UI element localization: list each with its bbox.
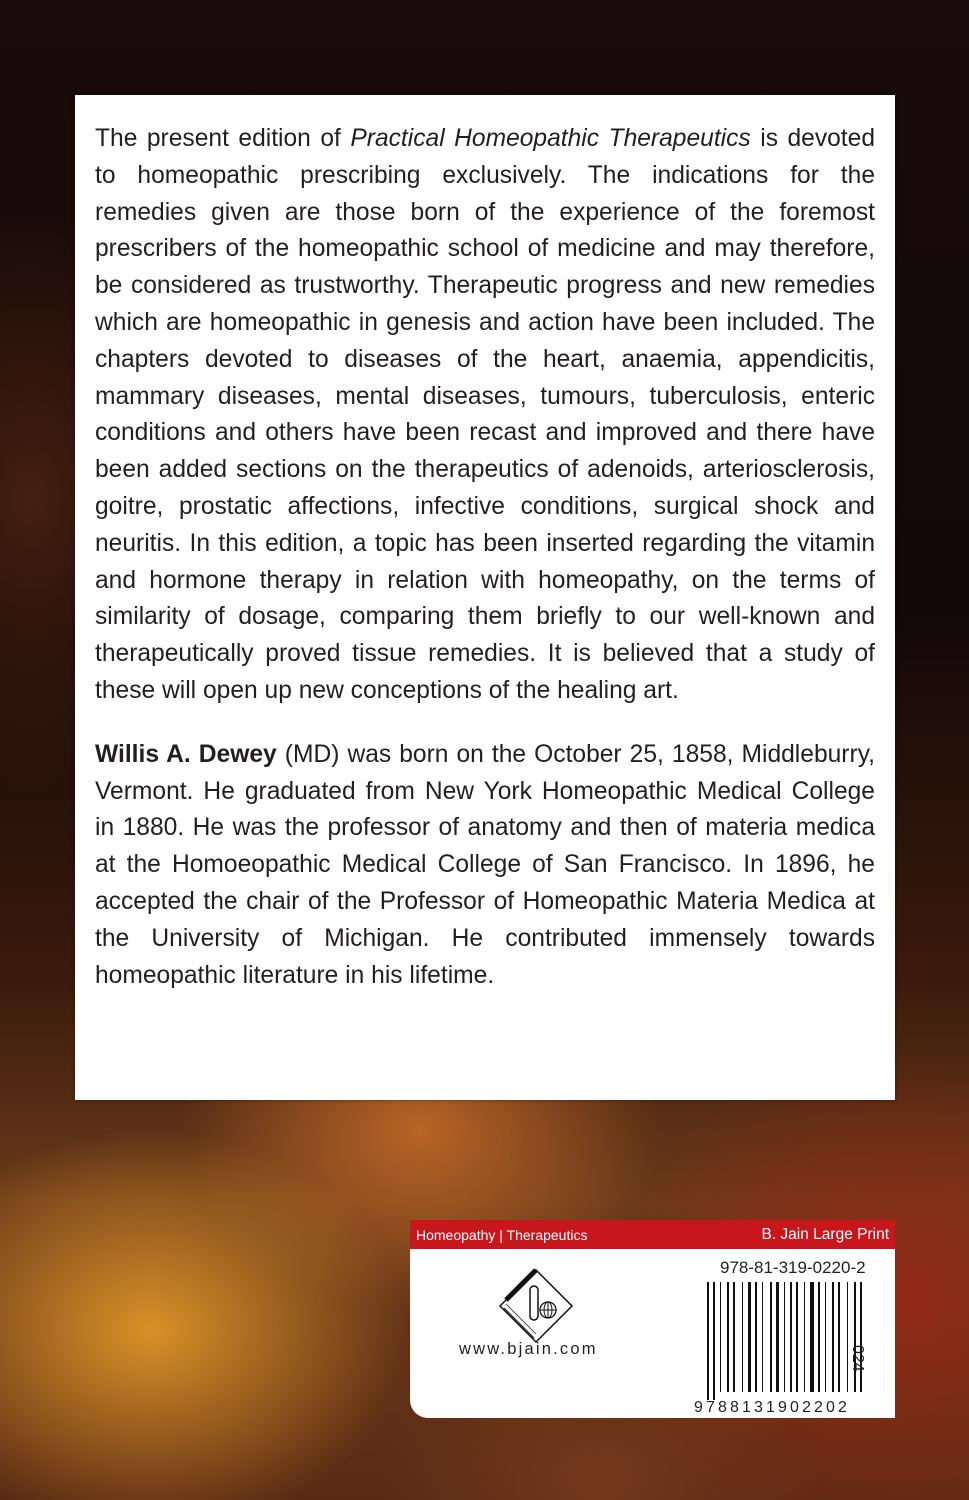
publisher-logo-icon <box>498 1268 574 1344</box>
cover-text <box>95 121 875 1021</box>
barcode-bar <box>733 1282 735 1392</box>
barcode-bar <box>854 1282 856 1392</box>
barcode-bar <box>825 1282 826 1392</box>
description-text: The present edition of <box>95 125 351 152</box>
barcode-bar <box>796 1282 798 1392</box>
author-bio-text: (MD) was born on the October 25, 1858, Middleburry, Vermont. He graduated from New York Homeopathic Medical College in 1880. He was the professor of anatomy and then of materia medica at the Homoeopathic Medical College of San Francisco. In 1896, he accepted the chair of the Professor of Homeopathic Materia Medica at the University of Michigan. He contributed immensely towards homeopathic literature in his lifetime. <box>95 740 875 989</box>
imprint: B. Jain Large Print <box>761 1225 889 1243</box>
barcode-bar <box>720 1282 721 1392</box>
barcode-bar <box>832 1282 834 1392</box>
publisher-label <box>410 1220 895 1418</box>
barcode-digits: 9788131902202 <box>694 1399 850 1416</box>
category-bar <box>410 1220 895 1249</box>
barcode-bar <box>776 1282 779 1392</box>
barcode-bar <box>784 1282 785 1392</box>
description-text: is devoted to homeopathic prescribing exclusively. The indications for the remedies given are those born of the experience of the foremost prescribers of the homeopathic school of medicine and may therefore, be considered as trustworthy. Therapeutic progress and new remedies which are homeopathic in genesis and action have been included. The chapters devoted to diseases of the heart, anaemia, appendicitis, mammary diseases, mental diseases, tumours, tuberculosis, enteric conditions and others have been recast and improved and there have been added sections on the therapeutics of adenoids, arteriosclerosis, goitre, prostatic affections, infective conditions, surgical shock and neuritis. In this edition, a topic has been inserted regarding the vitamin and hormone therapy in relation with homeopathy, on the terms of similarity of dosage, comparing them briefly to our well-known and therapeutically proved tissue remedies. It is believed that a study of these will open up new conceptions of the healing art. <box>95 125 875 704</box>
addon-code: 024 <box>849 1345 866 1372</box>
author-name: Willis A. Dewey <box>95 740 277 768</box>
book-title: Practical Homeopathic Therapeutics <box>350 125 751 152</box>
barcode-bar <box>838 1282 840 1392</box>
barcode-bar <box>748 1282 751 1392</box>
barcode-bar <box>804 1282 805 1392</box>
categories: Homeopathy | Therapeutics <box>416 1226 588 1243</box>
barcode-bar <box>755 1282 757 1392</box>
barcode-bar <box>770 1282 772 1392</box>
barcode-bar <box>860 1282 862 1392</box>
isbn: 978-81-319-0220-2 <box>720 1258 866 1277</box>
book-description <box>95 121 875 710</box>
barcode-bar <box>790 1282 792 1392</box>
back-cover-text-panel <box>75 95 895 1100</box>
website-url: www.bjain.com <box>459 1340 598 1358</box>
barcode-bar <box>818 1282 820 1392</box>
barcode-bar <box>727 1282 729 1392</box>
barcode-bar <box>810 1282 814 1392</box>
barcode-bar <box>742 1282 743 1392</box>
barcode-bar <box>713 1282 715 1400</box>
author-bio <box>95 737 875 995</box>
barcode-bar <box>847 1282 848 1392</box>
barcode-bar <box>762 1282 763 1392</box>
barcode <box>707 1282 862 1400</box>
barcode-bar <box>707 1282 709 1400</box>
